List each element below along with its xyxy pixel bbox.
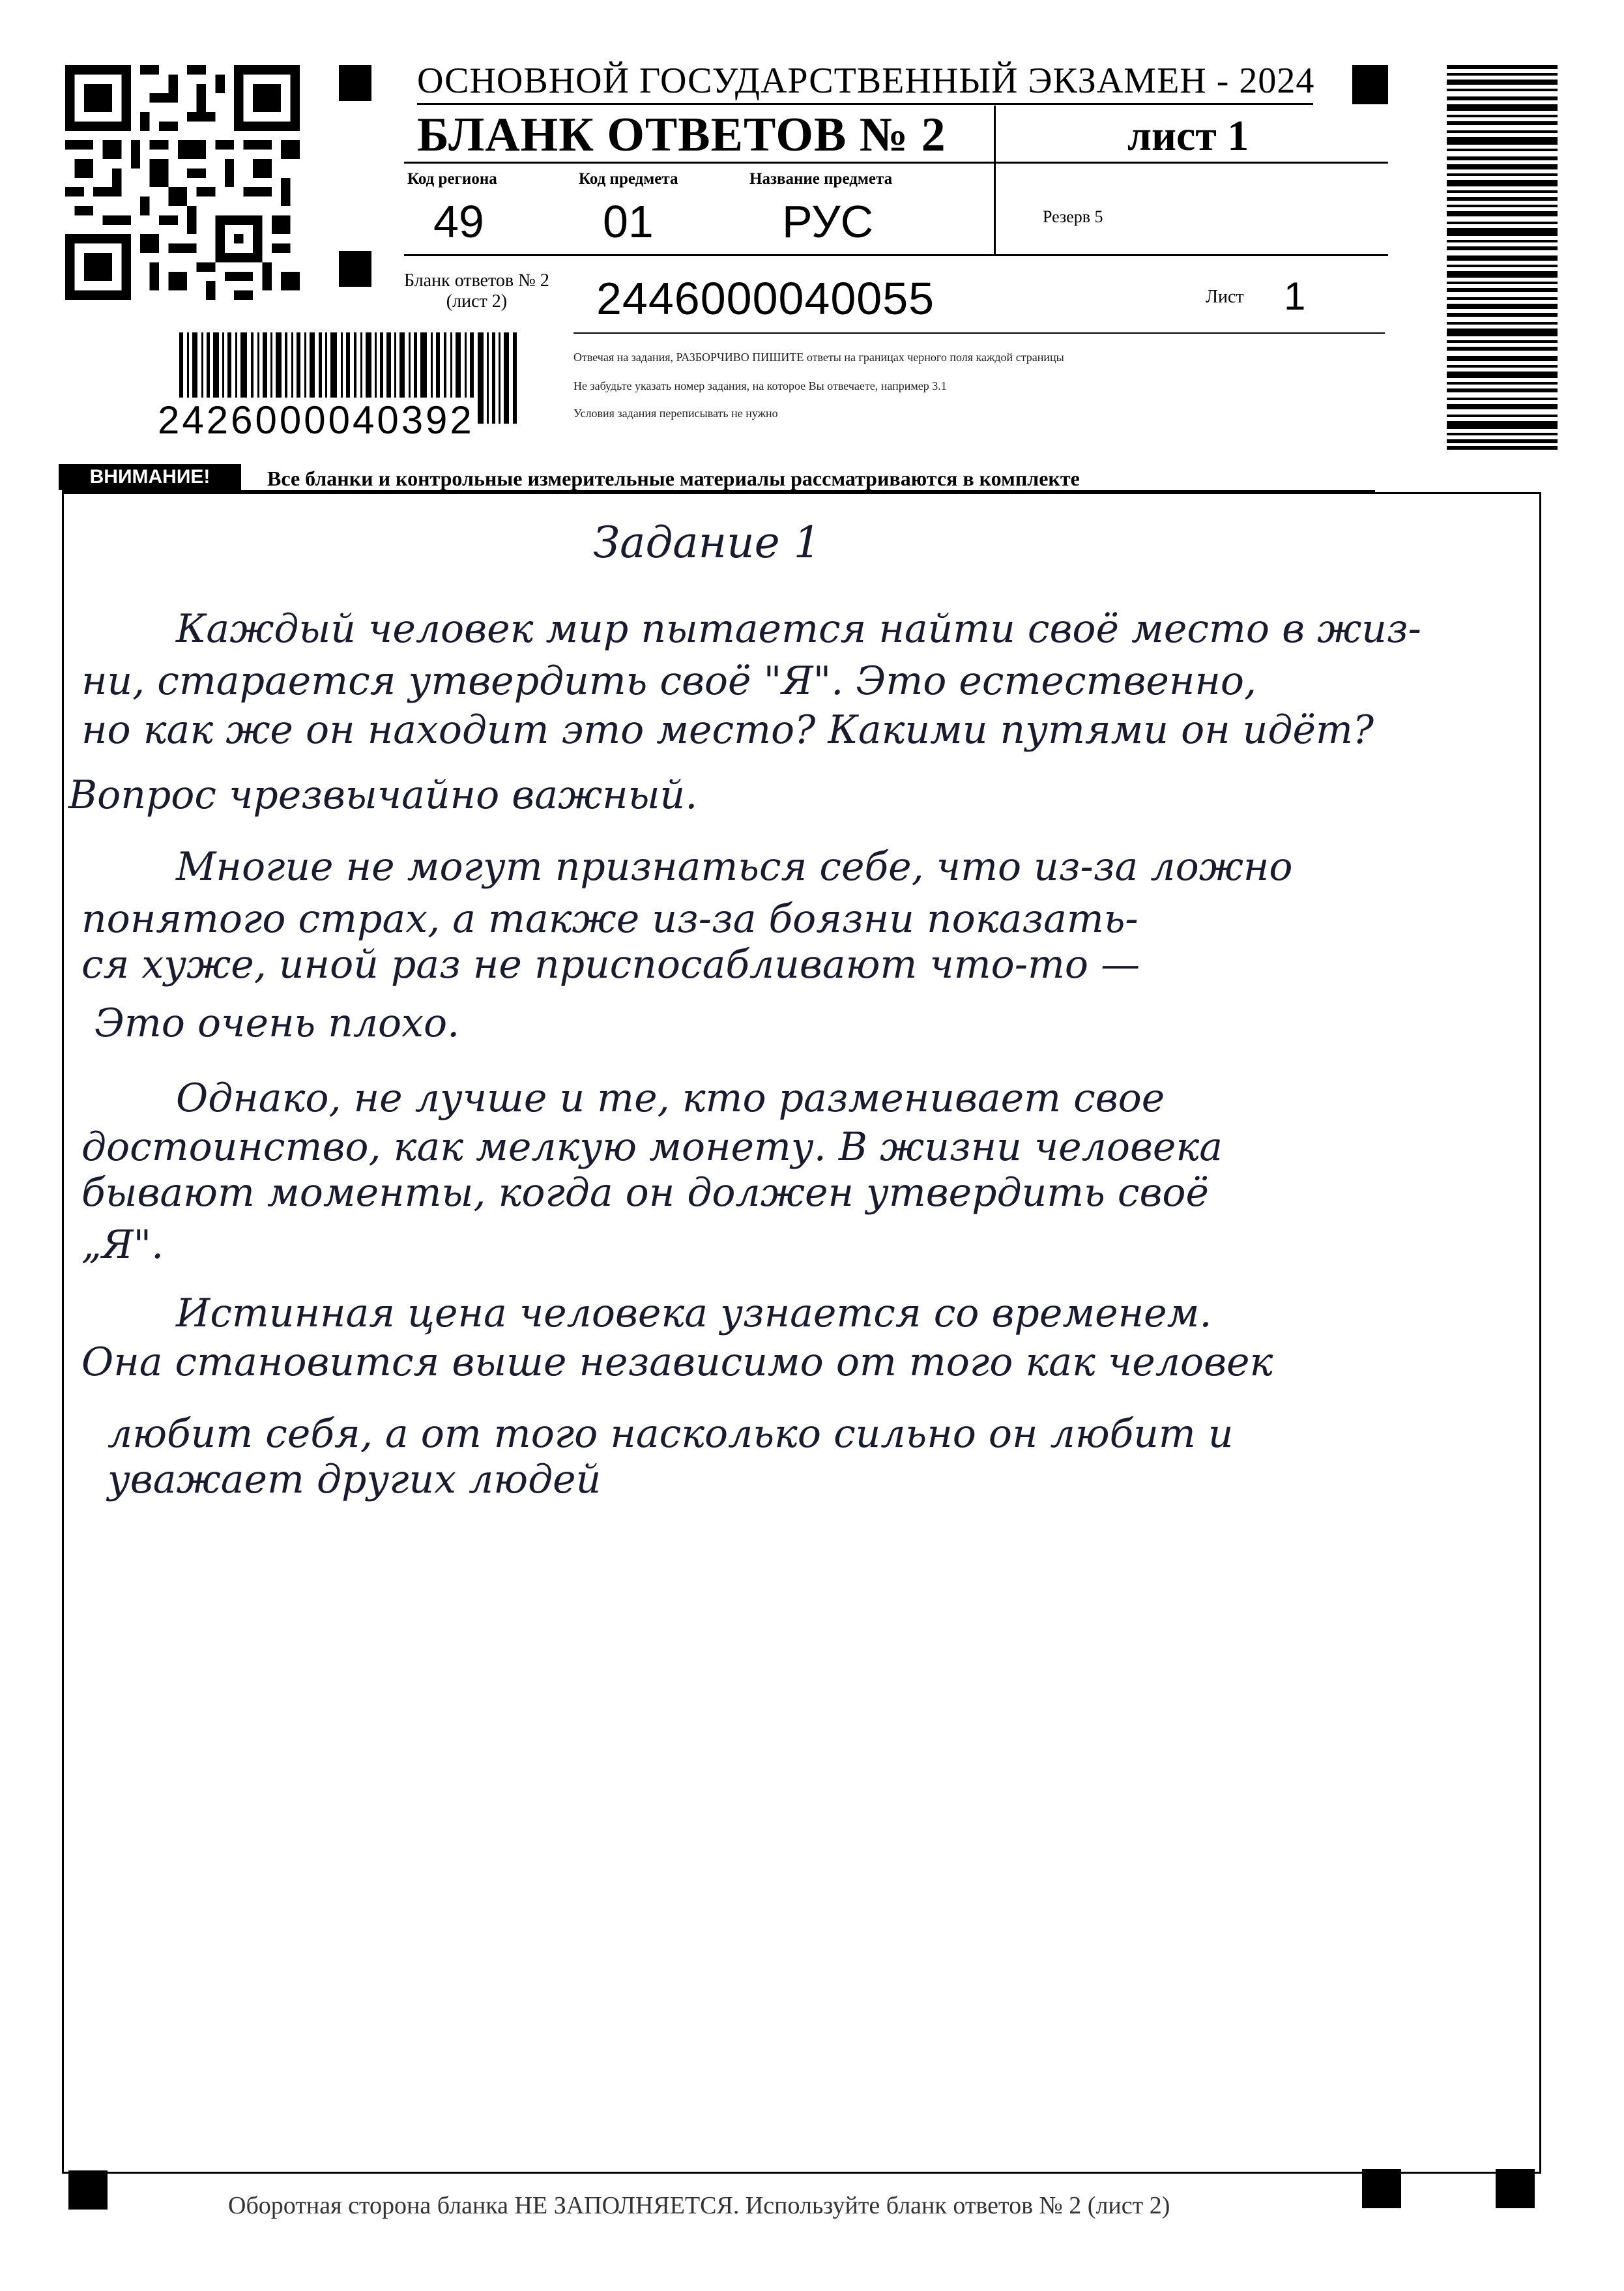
- answer-line: Каждый человек мир пытается найти своё место в жиз-: [176, 606, 1421, 652]
- answer-line: достоинство, как мелкую монету. В жизни человека: [81, 1124, 1223, 1170]
- answer-line: „Я".: [81, 1222, 164, 1268]
- divider: [417, 103, 1313, 105]
- answer-line: Однако, не лучше и те, кто разменивает свое: [176, 1075, 1165, 1121]
- answer-line: ни, старается утвердить своё "Я". Это естественно,: [81, 658, 1257, 704]
- answer-line: бывают моменты, когда он должен утвердить своё: [81, 1170, 1210, 1216]
- answer-line: но как же он находит это место? Какими путями он идёт?: [81, 707, 1374, 753]
- subject-name-value: РУС: [782, 196, 874, 247]
- attention-badge: ВНИМАНИЕ!: [59, 464, 241, 490]
- vertical-barcode: [1447, 65, 1558, 450]
- sheet2-label-line2: (лист 2): [446, 291, 508, 312]
- reserve-label: Резерв 5: [1043, 207, 1103, 226]
- subject-code-value: 01: [603, 196, 654, 247]
- sheet-title: лист 1: [1127, 112, 1249, 160]
- answer-line: Истинная цена человека узнается со временем.: [176, 1291, 1212, 1336]
- answer-line: Вопрос чрезвычайно важный.: [68, 772, 698, 818]
- sheet2-label-line1: Бланк ответов № 2: [404, 270, 549, 291]
- answer-line: уважает других людей: [108, 1457, 602, 1502]
- registration-mark: [1352, 65, 1388, 104]
- barcode-number: 2426000040392: [158, 398, 474, 442]
- qr-code: [65, 65, 300, 300]
- instruction-line: Не забудьте указать номер задания, на которое Вы отвечаете, например 3.1: [573, 379, 947, 392]
- answer-line: Это очень плохо.: [94, 1000, 460, 1046]
- subject-code-label: Код предмета: [579, 170, 678, 188]
- answer-heading: Задание 1: [593, 518, 821, 568]
- divider: [994, 106, 996, 254]
- sheet2-label: [404, 270, 549, 312]
- instruction-line: Условия задания переписывать не нужно: [573, 407, 778, 420]
- form-title: БЛАНК ОТВЕТОВ № 2: [417, 108, 946, 162]
- subject-name-label: Название предмета: [749, 170, 893, 188]
- instruction-line: Отвечая на задания, РАЗБОРЧИВО ПИШИТЕ ответы на границах черного поля каждой страницы: [573, 351, 1064, 364]
- divider: [404, 254, 1388, 256]
- divider: [404, 162, 1388, 164]
- answer-line: ся хуже, иной раз не приспосабливают что-то —: [81, 942, 1140, 987]
- answer-line: Она становится выше независимо от того как человек: [81, 1339, 1273, 1385]
- region-value: 49: [433, 196, 484, 247]
- answer-line: Многие не могут признаться себе, что из-за ложно: [176, 844, 1293, 890]
- registration-mark: [1496, 2169, 1535, 2208]
- exam-title: ОСНОВНОЙ ГОСУДАРСТВЕННЫЙ ЭКЗАМЕН - 2024: [417, 61, 1315, 101]
- sheet2-number: 2446000040055: [596, 273, 935, 324]
- registration-mark: [339, 251, 371, 287]
- divider: [573, 332, 1385, 334]
- list-label: Лист: [1206, 287, 1244, 307]
- registration-mark: [68, 2170, 108, 2210]
- footer-note: Оборотная сторона бланка НЕ ЗАПОЛНЯЕТСЯ. Используйте бланк ответов № 2 (лист 2): [228, 2192, 1170, 2219]
- attention-text: Все бланки и контрольные измерительные материалы рассматриваются в комплекте: [267, 467, 1080, 490]
- answer-line: любит себя, а от того насколько сильно он любит и: [108, 1411, 1234, 1457]
- region-label: Код региона: [407, 170, 497, 188]
- registration-mark: [339, 65, 371, 101]
- list-value: 1: [1284, 274, 1306, 318]
- answer-line: понятого страх, а также из-за боязни показать-: [81, 896, 1138, 942]
- registration-mark: [1362, 2169, 1401, 2208]
